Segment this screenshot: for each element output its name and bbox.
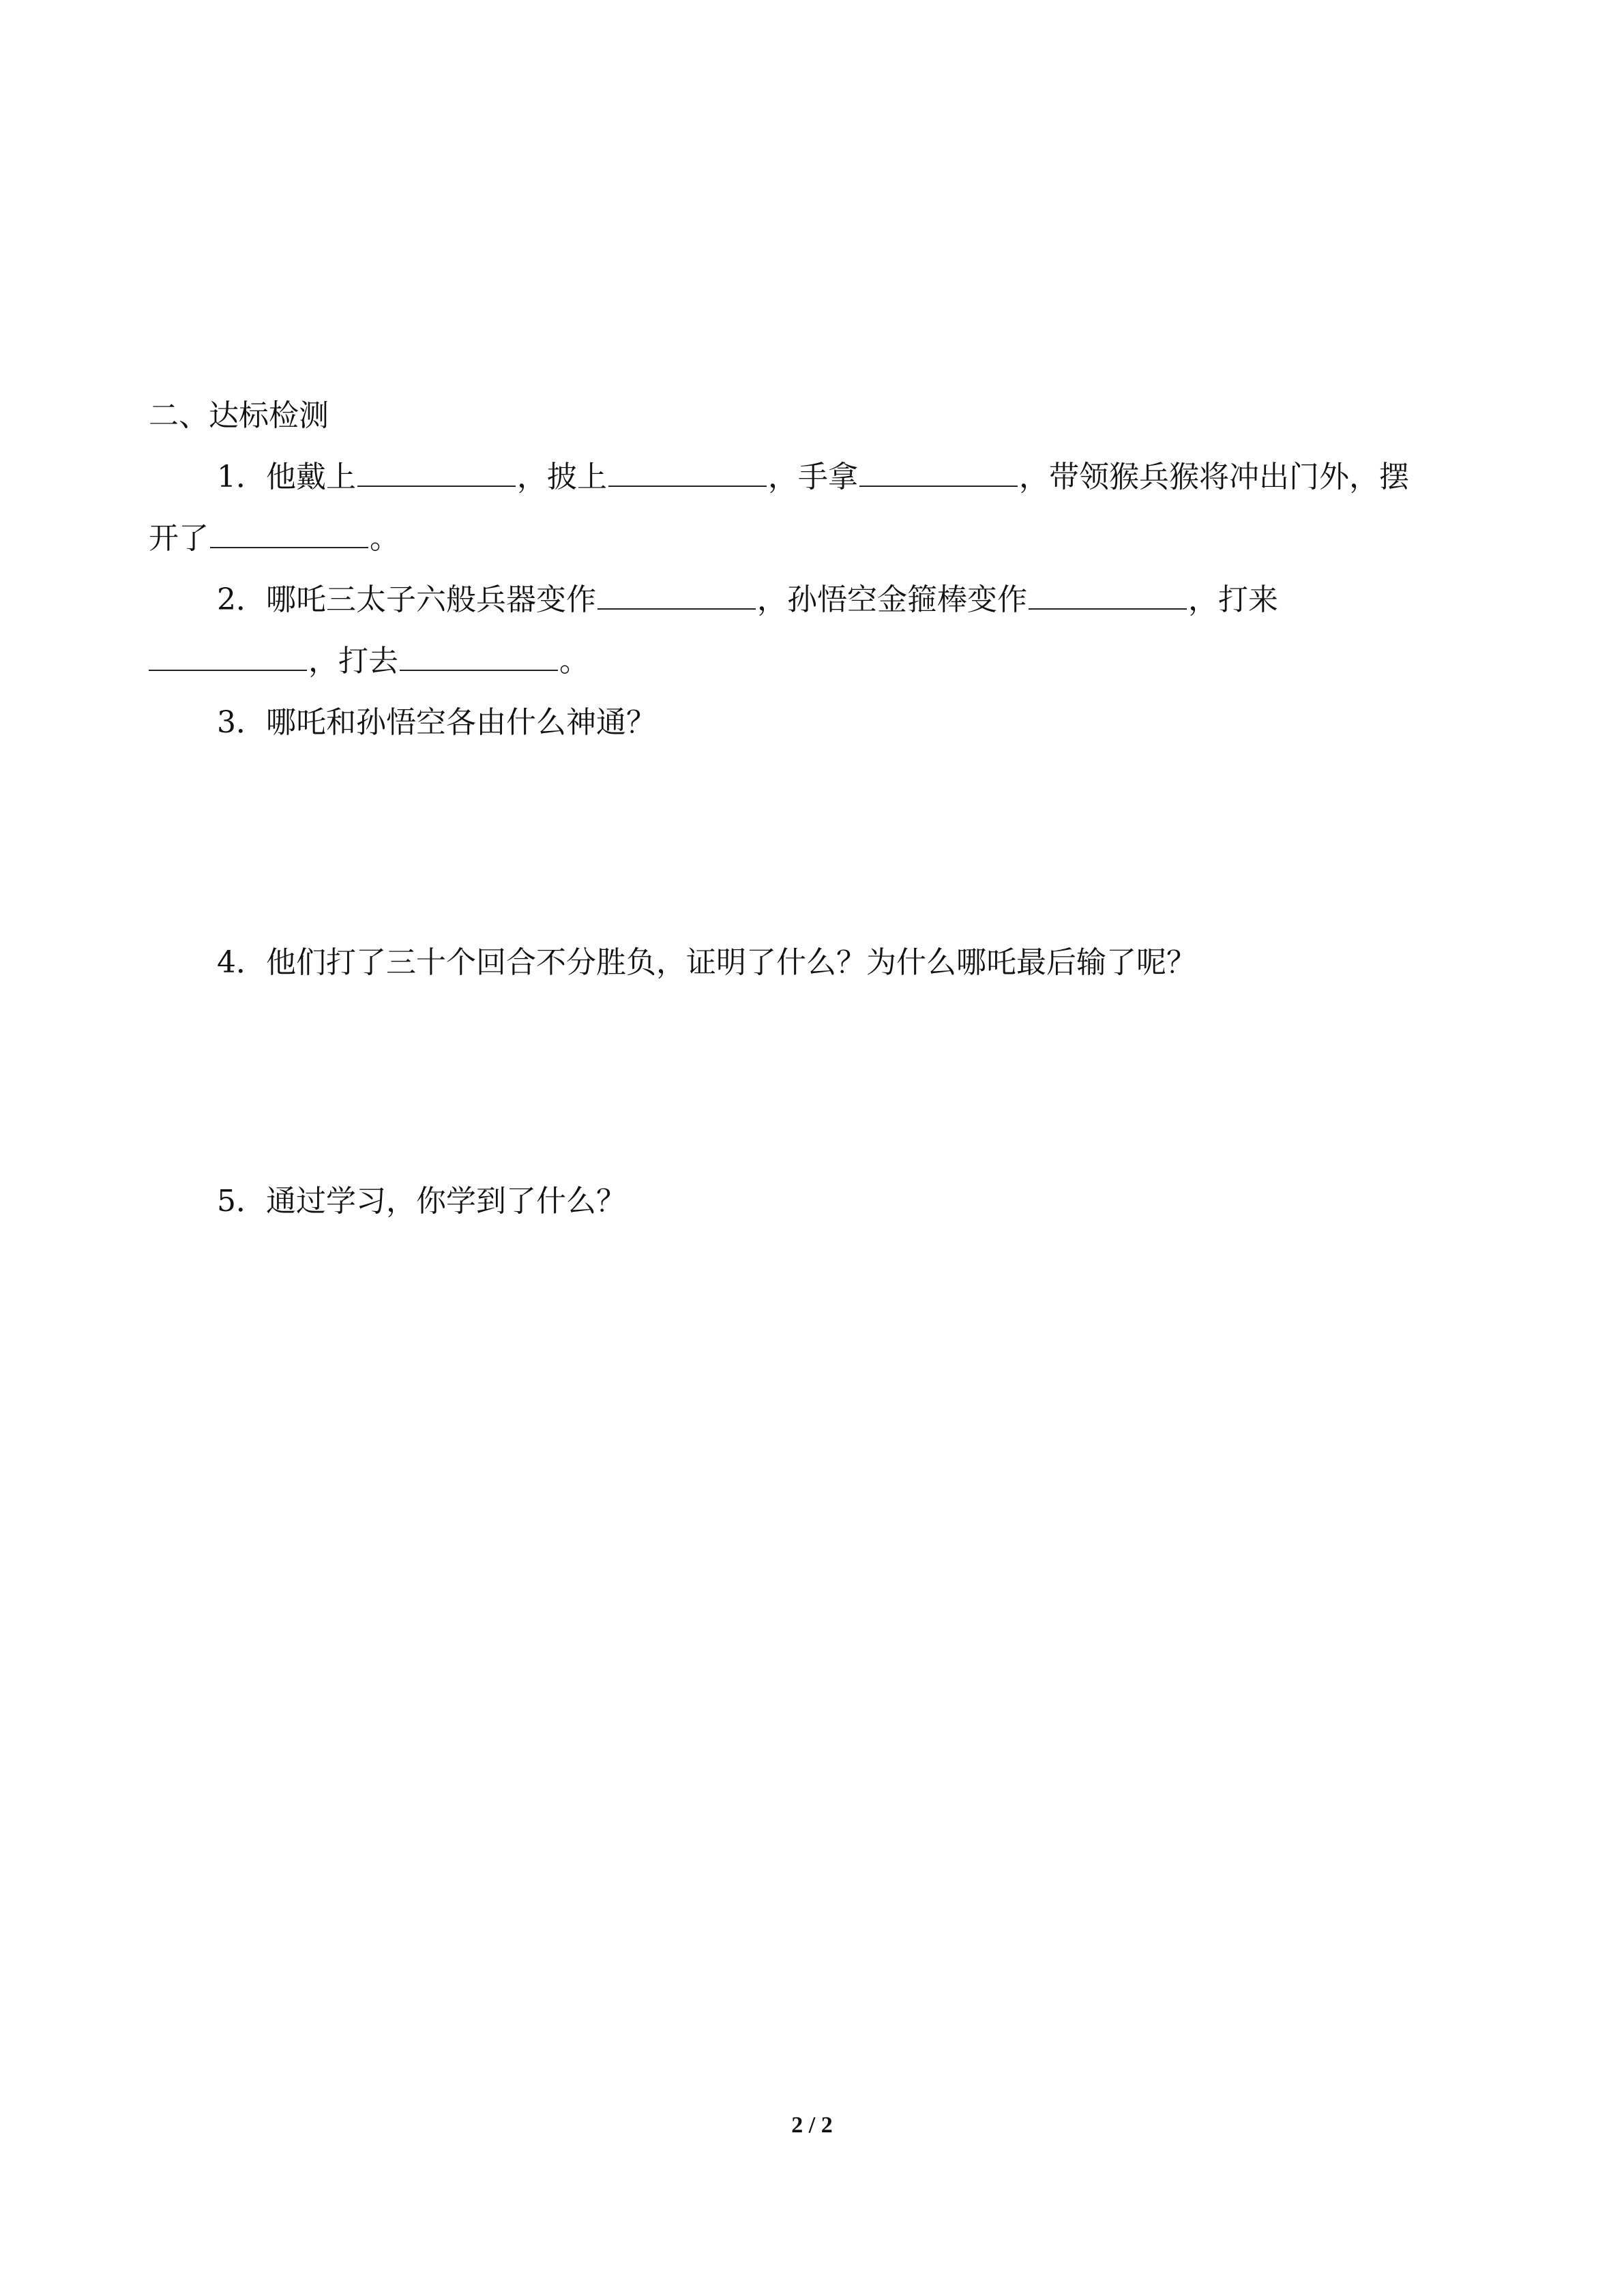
question-1-text-4: ，带领猴兵猴将冲出门外，摆 xyxy=(1019,460,1409,494)
section-title: 二、达标检测 xyxy=(149,398,329,433)
question-3: 3．哪吒和孙悟空各由什么神通？ xyxy=(217,705,656,740)
question-1-text-6: 。 xyxy=(370,521,400,556)
question-2-text-1: 2．哪吒三太子六般兵器变作 xyxy=(217,582,596,617)
question-1-text-2: ，披上 xyxy=(517,460,607,494)
answer-blank-3[interactable] xyxy=(859,460,1018,487)
question-2-text-3: ，打来 xyxy=(1188,582,1278,617)
question-1-text-1: 1．他戴上 xyxy=(217,460,356,494)
question-1-line-2 xyxy=(149,518,1624,559)
page-number: 2 / 2 xyxy=(791,2113,833,2138)
question-2-line-1 xyxy=(217,580,1624,621)
answer-blank-1[interactable] xyxy=(357,460,516,487)
question-5: 5．通过学习，你学到了什么？ xyxy=(217,1184,626,1219)
answer-blank-5[interactable] xyxy=(597,582,756,610)
answer-blank-2[interactable] xyxy=(608,460,767,487)
answer-blank-6[interactable] xyxy=(1029,582,1187,610)
question-4: 4．他们打了三十个回合不分胜负，证明了什么？为什么哪吒最后输了呢？ xyxy=(217,945,1196,980)
question-2-line-2 xyxy=(149,641,1624,682)
answer-blank-8[interactable] xyxy=(400,644,558,671)
question-1-line-1 xyxy=(217,457,1624,498)
question-2-text-4: ，打去 xyxy=(308,644,398,679)
answer-blank-7[interactable] xyxy=(149,644,307,671)
answer-blank-4[interactable] xyxy=(210,521,368,548)
question-1-text-3: ，手拿 xyxy=(768,460,858,494)
question-2-text-5: 。 xyxy=(559,644,589,679)
question-2-text-2: ，孙悟空金箍棒变作 xyxy=(757,582,1027,617)
question-1-text-5: 开了 xyxy=(149,521,209,556)
